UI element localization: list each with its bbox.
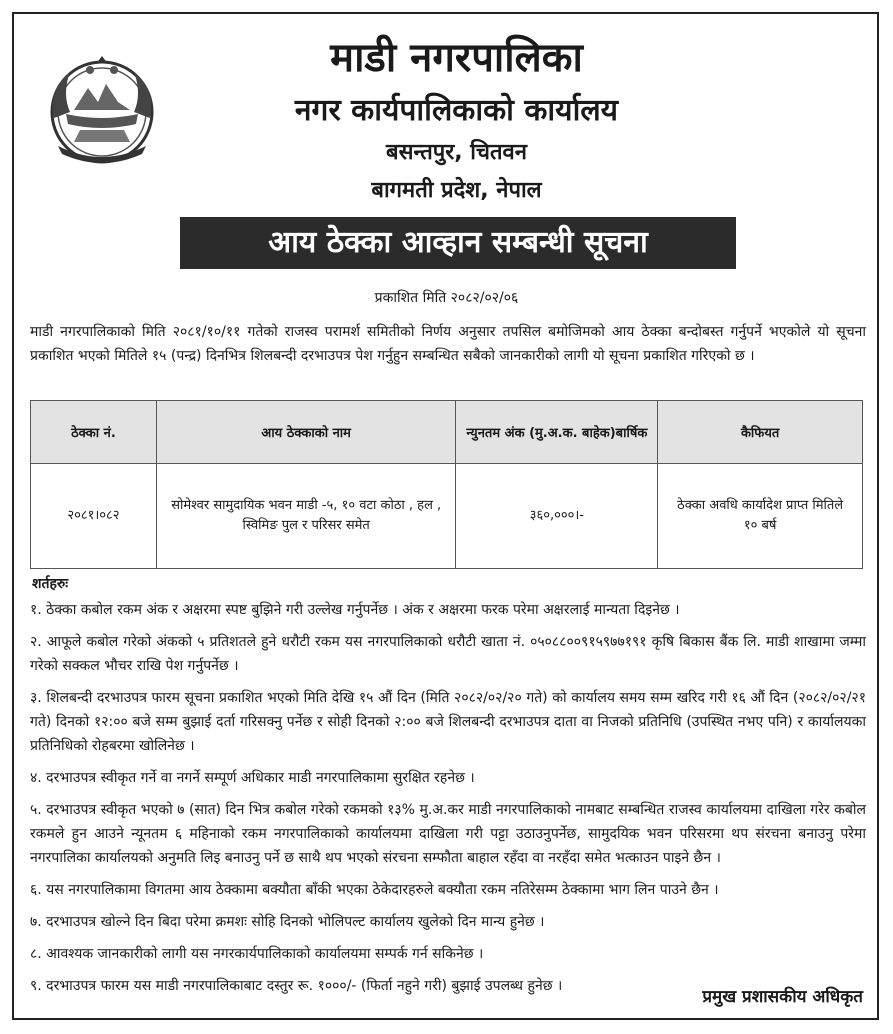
list-item: ७. दरभाउपत्र खोल्ने दिन बिदा परेमा क्रमशः सोहि दिनको भोलिपल्ट कार्यालय खुलेको दिन मान्य हुनेछ । — [30, 914, 545, 930]
municipality-name: माडी नगरपालिका — [330, 35, 583, 81]
table-header-row — [31, 401, 863, 464]
list-item: ४. दरभाउपत्र स्वीकृत गर्ने वा नगर्ने सम्पूर्ण अधिकार माडी नगरपालिकामा सुरक्षित रहनेछ । — [30, 770, 475, 786]
list-item: ३. शिलबन्दी दरभाउपत्र फारम सूचना प्रकाशित भएको मिति देखि १५ औं दिन (मिति २०८२/०२/२० गते) को कार्यालय समय सम्म खरिद गरी १६ औं दिन (२०८२/०२/२१ गते) दिनको १२:०० बजे सम्म बुझाई दर्ता गरिसक्नु पर्नेछ र सोही दिनको २:०० बजे शिलबन्दी दरभाउपत्र दाता वा निजको प्रतिनिधि (उपस्थित नभए पनि) र कार्यालयका प्रतिनिधिको रोहबरमा खोलिनेछ । — [30, 690, 866, 754]
list-item: १. ठेक्का कबोल रकम अंक र अक्षरमा स्पष्ट बुझिने गरी उल्लेख गर्नुपर्नेछ । अंक र अक्षरमा फरक परेमा अक्षरलाई मान्यता दिइनेछ । — [30, 602, 680, 618]
notice-title: आय ठेक्का आव्हान सम्बन्धी सूचना — [180, 217, 736, 269]
published-date: प्रकाशित मिति २०८२/०२/०६ — [374, 290, 519, 306]
table-row — [31, 464, 863, 569]
office-name: नगर कार्यपालिकाको कार्यालय — [294, 93, 619, 128]
column-header: ठेक्का नं. — [31, 401, 157, 464]
column-header: कैफियत — [658, 401, 863, 464]
column-header: आय ठेक्काको नाम — [156, 401, 456, 464]
province-name: बागमती प्रदेश, नेपाल — [371, 178, 542, 203]
contract-table — [30, 400, 863, 569]
list-item: ९. दरभाउपत्र फारम यस माडी नगरपालिकाबाट दस्तुर रू. १०००/- (फिर्ता नहुने गरी) बुझाई उपलब्ध हुनेछ । — [30, 978, 563, 994]
table-cell: ३६०,०००।- — [456, 464, 658, 569]
office-address: बसन्तपुर, चितवन — [386, 140, 527, 165]
terms-list — [30, 598, 866, 1006]
terms-heading: शर्तहरुः — [32, 576, 69, 592]
signatory-title: प्रमुख प्रशासकीय अधिकृत — [702, 987, 863, 1007]
list-item: ५. दरभाउपत्र स्वीकृत भएको ७ (सात) दिन भित्र कबोल गरेको रकमको १३% मु.अ.कर माडी नगरपालिकाको नामबाट सम्बन्धित राजस्व कार्यालयमा दाखिला गरेर कबोल रकमले हुन आउने न्यूनतम ६ महिनाको रकम नगरपालिकाको कार्यालयमा दाखिला गरी पट्टा उठाउनुपर्नेछ, सामुदयिक भवन परिसरमा थप संरचना बनाउनु परेमा नगरपालिका कार्यालयको अनुमति लिइ बनाउनु पर्ने छ साथै थप भएको संरचना सम्फौता बाहाल रहँदा वा नरहँदा समेत भत्काउन पाइने छैन । — [30, 802, 866, 866]
list-item: ६. यस नगरपालिकामा विगतमा आय ठेक्कामा बक्यौता बाँकी भएका ठेकेदारहरुले बक्यौता रकम नतिरेसम्म ठेक्कामा भाग लिन पाउने छैन । — [30, 882, 719, 898]
table-cell: ठेक्का अवधि कार्यादेश प्राप्त मितिले १० बर्ष — [658, 464, 863, 569]
column-header: न्युनतम अंक (मु.अ.क. बाहेक)बार्षिक — [456, 401, 658, 464]
table-cell: सोमेश्वर सामुदायिक भवन माडी -५, १० वटा कोठा , हल , स्विमिङ पुल र परिसर समेत — [156, 464, 456, 569]
list-item: २. आफूले कबोल गरेको अंकको ५ प्रतिशतले हुने धरौटी रकम यस नगरपालिकाको धरौटी खाता नं. ०५०८८००९१५९७७१९१ कृषि बिकास बैंक लि. माडी शाखामा जम्मा गरेको सक्कल भौचर राखि पेश गर्नुपर्नेछ । — [30, 634, 866, 674]
list-item: ८. आवश्यक जानकारीको लागी यस नगरकार्यपालिकाको कार्यालयमा सम्पर्क गर्न सकिनेछ । — [30, 946, 484, 962]
intro-paragraph: माडी नगरपालिकाको मिति २०८१/१०/११ गतेको राजस्व परामर्श समितीको निर्णय अनुसार तपसिल बमोजिमको आय ठेक्का बन्दोबस्त गर्नुपर्ने भएकोले यो सूचना प्रकाशित भएको मितिले १५ (पन्द्र) दिनभित्र शिलबन्दी दरभाउपत्र पेश गर्नुहुन सम्बन्धित सबैको जानकारीको लागी यो सूचना प्रकाशित गरिएको छ । — [30, 324, 866, 364]
table-cell: २०८१।०८२ — [31, 464, 157, 569]
